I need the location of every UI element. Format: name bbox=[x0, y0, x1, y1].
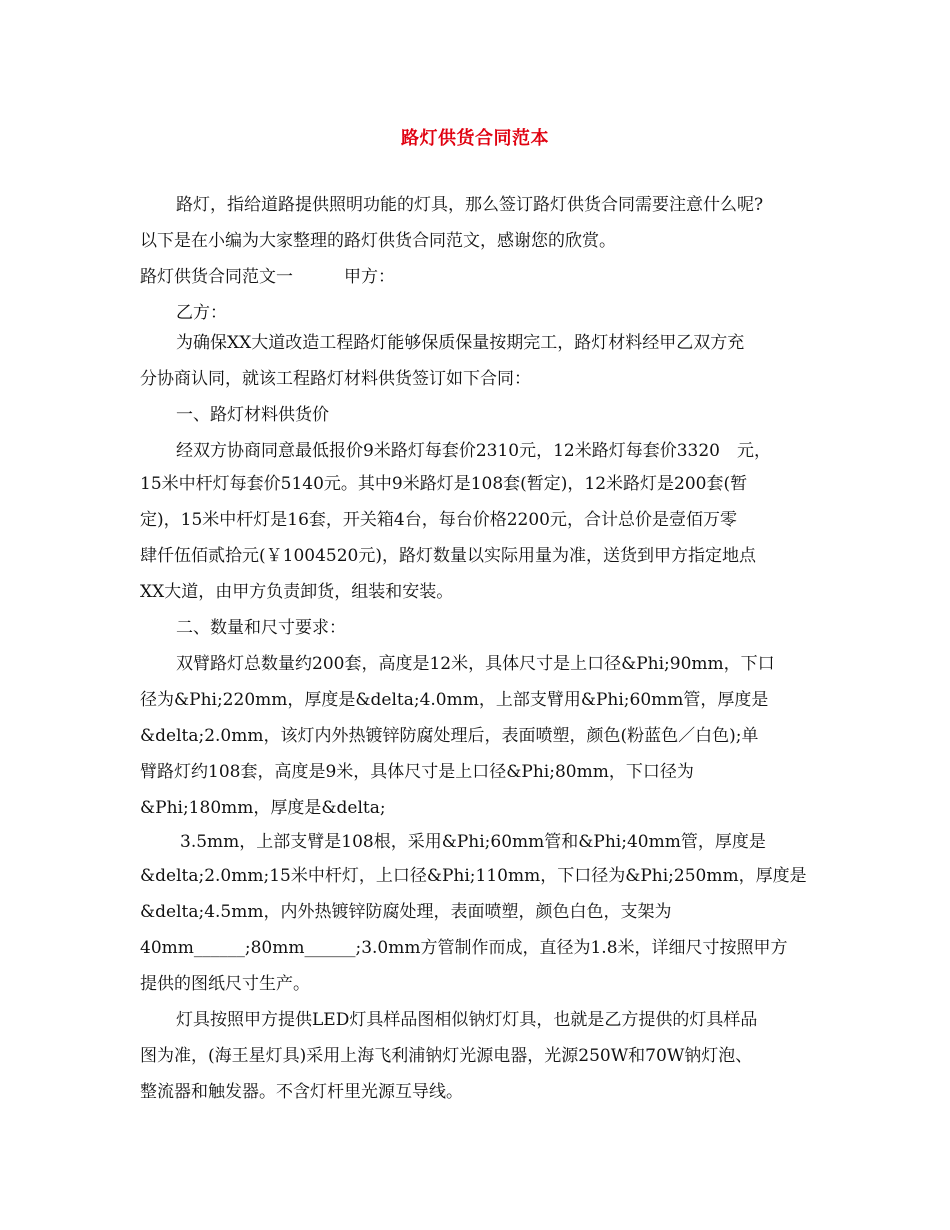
paragraph-line: 整流器和触发器。不含灯杆里光源互导线。 bbox=[140, 1082, 463, 1102]
paragraph-line: 以下是在小编为大家整理的路灯供货合同范文，感谢您的欣赏。 bbox=[140, 231, 616, 251]
paragraph-line: XX大道，由甲方负责卸货，组装和安装。 bbox=[140, 582, 454, 602]
paragraph-line: 3.5mm，上部支臂是108根，采用&Phi;60mm管和&Phi;40mm管，厚度是 bbox=[180, 832, 766, 852]
paragraph-line: 乙方： bbox=[176, 303, 227, 323]
paragraph-line: 15米中杆灯每套价5140元。其中9米路灯是108套(暂定)，12米路灯是200套(暂 bbox=[140, 474, 748, 494]
paragraph-line: &delta;2.0mm，该灯内外热镀锌防腐处理后，表面喷塑，颜色(粉蓝色／白色);单 bbox=[140, 726, 759, 746]
document-title: 路灯供货合同范本 bbox=[401, 128, 549, 149]
section-heading: 二、数量和尺寸要求： bbox=[176, 618, 346, 638]
paragraph-line: 图为准，(海王星灯具)采用上海飞利浦钠灯光源电器，光源250W和70W钠灯泡、 bbox=[140, 1046, 753, 1066]
paragraph-line: 分协商认同，就该工程路灯材料供货签订如下合同： bbox=[140, 369, 531, 389]
paragraph-line: &delta;4.5mm，内外热镀锌防腐处理，表面喷塑，颜色白色，支架为 bbox=[140, 902, 672, 922]
paragraph-line: &delta;2.0mm;15米中杆灯，上口径&Phi;110mm，下口径为&Phi;250mm，厚度是 bbox=[140, 866, 807, 886]
paragraph-line: 臂路灯约108套，高度是9米，具体尺寸是上口径&Phi;80mm，下口径为 bbox=[140, 762, 694, 782]
paragraph-line: 定)，15米中杆灯是16套，开关箱4台，每台价格2200元，合计总价是壹佰万零 bbox=[140, 510, 737, 530]
paragraph-line: 肆仟伍佰贰拾元(￥1004520元)，路灯数量以实际用量为准，送货到甲方指定地点 bbox=[140, 546, 756, 566]
paragraph-line: 路灯供货合同范文一 甲方： bbox=[140, 267, 395, 287]
paragraph-line: 径为&Phi;220mm，厚度是&delta;4.0mm，上部支臂用&Phi;60mm管，厚度是 bbox=[140, 690, 769, 710]
paragraph-line: 为确保XX大道改造工程路灯能够保质保量按期完工，路灯材料经甲乙双方充 bbox=[176, 333, 745, 353]
paragraph-line: 灯具按照甲方提供LED灯具样品图相似钠灯灯具，也就是乙方提供的灯具样品 bbox=[176, 1010, 758, 1030]
paragraph-line: 双臂路灯总数量约200套，高度是12米，具体尺寸是上口径&Phi;90mm，下口 bbox=[176, 654, 775, 674]
paragraph-line: 路灯，指给道路提供照明功能的灯具，那么签订路灯供货合同需要注意什么呢? bbox=[176, 195, 764, 215]
paragraph-line: &Phi;180mm，厚度是&delta; bbox=[140, 798, 386, 818]
paragraph-line: 40mm______;80mm______;3.0mm方管制作而成，直径为1.8米，详细尺寸按照甲方 bbox=[140, 938, 788, 958]
paragraph-line: 提供的图纸尺寸生产。 bbox=[140, 974, 310, 994]
paragraph-line: 经双方协商同意最低报价9米路灯每套价2310元，12米路灯每套价3320 元， bbox=[176, 441, 771, 461]
section-heading: 一、路灯材料供货价 bbox=[176, 405, 329, 425]
